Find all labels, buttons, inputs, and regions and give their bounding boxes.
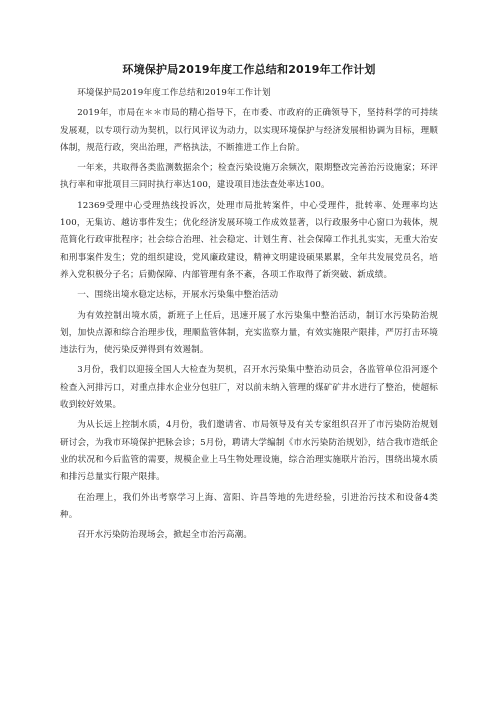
paragraph-intro: 2019年，市局在＊＊市局的精心指导下，在市委、市政府的正确领导下，坚持科学的可持续发展观，以专项行动为契机，以行风评议为动力，以实现环境保护与经济发展相协调为目标，理顺体制，规范行政，突出治理，严格执法，不断推进工作上台阶。 xyxy=(60,108,438,153)
paragraph-water-control: 为有效控制出境水质，新班子上任后，迅速开展了水污染集中整治活动，制订水污染防治规划，加快点源和综合治理步伐，理顺监管体制，充实监察力量，有效实施限产限排，严厉打击环境违法行为，使污染反弹得到有效遏制。 xyxy=(60,310,438,356)
paragraph-study-tour: 在治理上，我们外出考察学习上海、富阳、许昌等地的先进经验，引进治污技术和设备4类种。 xyxy=(60,492,438,520)
paragraph-subtitle: 环境保护局2019年度工作总结和2019年工作计划 xyxy=(77,88,271,98)
paragraph-complaints: 12369受理中心受理热线投诉次，处理市局批转案件，中心受理件，批转率、处理率均达100，无集访、越访事件发生；优化经济发展环境工作成效显著，以行政服务中心窗口为载体，规范简化行政审批程序；社会综合治理、社会稳定、计划生育、社会保障工作扎扎实实，无重大治安和刑事案件发生；党的组织建设，党风廉政建设，精神文明建设硕果累累，全年共发展党员名，培养入党积极分子名；后勤保障、内部管理有条不紊，各项工作取得了新突破、新成绩。 xyxy=(60,200,438,280)
document-title: 环境保护局2019年度工作总结和2019年工作计划 xyxy=(122,63,376,76)
paragraph-onsite-meeting: 召开水污染防治现场会，掀起全市治污高潮。 xyxy=(77,530,253,541)
paragraph-april-may: 为从长远上控制水质，4月份，我们邀请省、市局领导及有关专家组织召开了市污染防治规划研讨会，为我市环境保护把脉会诊；5月份，聘请大学编制《市水污染防治规划》，结合我市造纸企业的状况和今后监管的需要，规模企业上马生物处理设施，综合治理实施联片治污，围绕出境水质和排污总量实行限产限排。 xyxy=(60,420,438,483)
paragraph-march: 3月份，我们以迎接全国人大检查为契机，召开水污染集中整治动员会，各监管单位沿河逐个检查入河排污口，对重点排水企业分包驻厂，对以前未纳入管理的煤矿矿井水进行了整治，使超标收到较好效果。 xyxy=(60,365,438,411)
paragraph-monitoring: 一年来，共取得各类监测数据余个；检查污染设施万余频次，限期整改完善治污设施家；环评执行率和审批项目三同时执行率达100，建设项目违法查处率达100。 xyxy=(60,163,438,191)
section-heading-water: 一、围绕出境水稳定达标，开展水污染集中整治活动 xyxy=(77,290,279,301)
